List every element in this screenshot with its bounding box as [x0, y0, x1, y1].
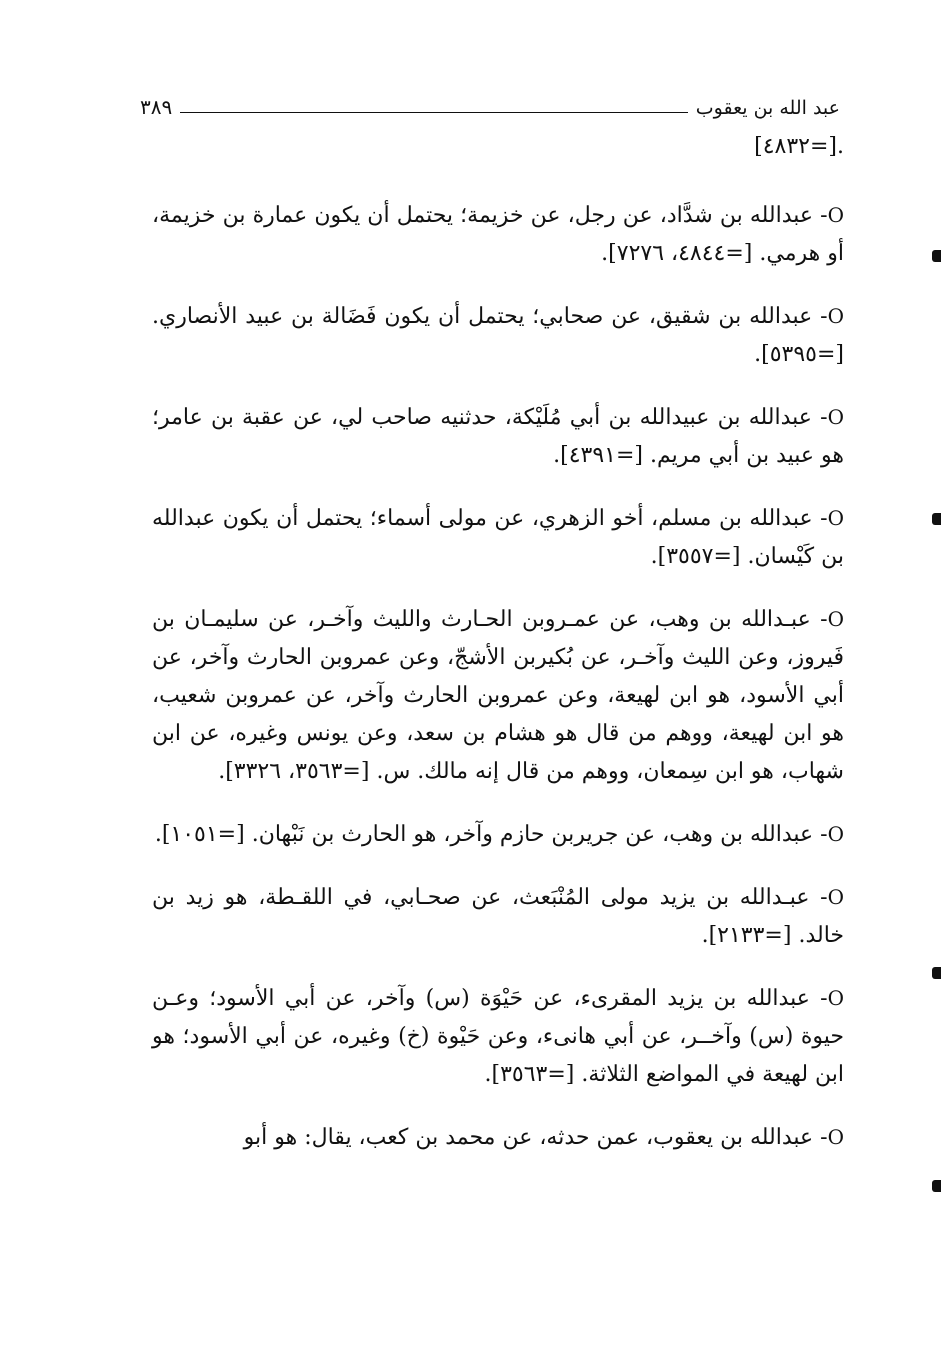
running-header [140, 93, 840, 119]
entry [152, 600, 844, 791]
entry [152, 815, 844, 854]
circle-marker-icon: O [827, 203, 844, 227]
entry-ref: [=١٠٥١]. [154, 822, 245, 847]
page-number: ٣٨٩ [140, 95, 173, 119]
entry-text: - عبدالله بن عبيدالله بن أبي مُلَيْكة، حدثنيه صاحب لي، عن عقبة بن عامر؛ هو عبيد بن أبي مريم. [152, 405, 844, 468]
entry-text: - عبدالله بن شدَّاد، عن رجل، عن خزيمة؛ يحتمل أن يكون عمارة بن خزيمة، أو هرمي. [152, 203, 844, 266]
entry-ref: [=٥٣٩٥]. [754, 342, 844, 367]
entry-text: - عبـدالله بن يزيد مولى المُنْبَعث، عن صحـابي، في اللقـطة، هو زيد بن خالد. [152, 885, 844, 948]
entry [152, 196, 844, 273]
header-title: عبد الله بن يعقوب [695, 97, 840, 119]
entry-ref: [=٣٥٥٧]. [650, 544, 741, 569]
circle-marker-icon: O [827, 885, 844, 909]
entry [152, 499, 844, 576]
entry-ref: [=٤٣٩١]. [553, 443, 643, 468]
entry-ref: [=٣٥٦٣]. [484, 1062, 575, 1087]
circle-marker-icon: O [827, 1125, 844, 1149]
entry [152, 297, 844, 374]
entry [152, 1118, 844, 1157]
entry [152, 878, 844, 955]
scan-edge-mark [932, 250, 941, 262]
circle-marker-icon: O [827, 986, 844, 1010]
scan-edge-mark [932, 967, 941, 979]
entry-text: - عبدالله بن وهب، عن جريربن حازم وآخر، هو الحارث بن نَبْهان. [251, 822, 828, 847]
circle-marker-icon: O [827, 304, 844, 328]
scan-edge-mark [932, 1180, 941, 1192]
page-content [152, 128, 844, 1181]
entry-text: - عبدالله بن مسلم، أخو الزهري، عن مولى أسماء؛ يحتمل أن يكون عبدالله بن كَيْسان. [152, 506, 844, 569]
scan-edge-mark [932, 513, 941, 525]
entry-text: - عبدالله بن شقيق، عن صحابي؛ يحتمل أن يكون فَضَالة بن عبيد الأنصاري. [152, 304, 828, 329]
continuation-line [152, 128, 844, 166]
entry-text: - عبدالله بن يزيد المقرىء، عن حَيْوَة (س) وآخر، عن أبي الأسود؛ وعـن حيوة (س) وآخــر، عن أبي هانىء، وعن حَيْوة (خ) وغيره، عن أبي الأسود؛ هو ابن لهيعة في المواضع الثلاثة. [152, 986, 844, 1087]
circle-marker-icon: O [827, 506, 844, 530]
entry-ref: [=٢١٣٣]. [701, 923, 792, 948]
entry [152, 979, 844, 1094]
header-rule [180, 112, 688, 113]
entry-ref: [=٣٥٦٣، ٣٣٢٦]. [218, 759, 370, 784]
circle-marker-icon: O [827, 822, 844, 846]
entry-text: - عبـدالله بن وهب، عن عمـروبن الحـارث والليث وآخـر، عن سليمـان بن فَيروز، وعن الليث وآخـر، عن بُكيربن الأشجّ، وعن عمروبن الحارث وآخر، عن أبي الأسود، هو ابن لهيعة، وعن عمروبن الحارث وآخر، عن عمروبن شعيب، هو ابن لهيعة، ووهم من قال هو هشام بن سعد، وعن يونس وغيره، عن ابن شهاب، هو ابن سِمعان، ووهم من قال إنه مالك. س. [152, 607, 844, 784]
entry-ref: [=٤٨٤٤، ٧٢٧٦]. [601, 241, 753, 266]
entry-ref: .[=٤٨٣٢] [754, 134, 844, 159]
circle-marker-icon: O [827, 607, 844, 631]
entry-text: - عبدالله بن يعقوب، عمن حدثه، عن محمد بن كعب، يقال: هو أبو [243, 1125, 828, 1150]
circle-marker-icon: O [827, 405, 844, 429]
entry [152, 398, 844, 475]
